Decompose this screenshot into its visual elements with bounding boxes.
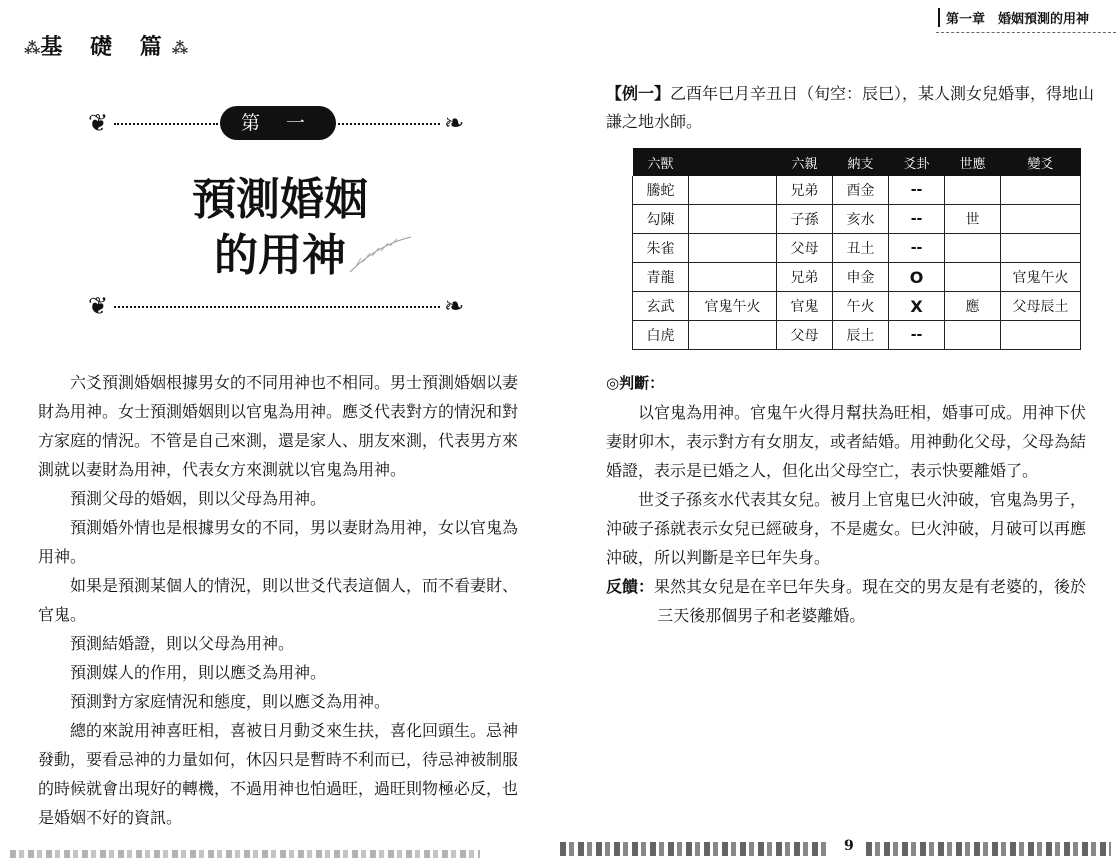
paragraph: 預測對方家庭情況和態度，則以應爻為用神。 [70,692,391,711]
table-cell: 兄弟 [777,176,833,205]
hexagram-table [632,148,1081,350]
header-rule [936,32,1116,33]
table-row [633,263,1081,292]
feedback-text: 果然其女兒是在辛巳年失身。現在交的男友是有老婆的，後於三天後那個男子和老婆離婚。 [654,577,1087,625]
section-label: ⁂基 礎 篇⁂ [24,34,189,60]
table-cell: -- [889,176,945,205]
table-cell: 父母 [777,234,833,263]
table-cell: 父母 [777,321,833,350]
footer-ornament-left [10,848,490,863]
table-cell [1001,176,1081,205]
ornament-icon: ⁂ [24,38,41,58]
paragraph: 預測婚外情也是根據男女的不同，男以妻財為用神，女以官鬼為用神。 [38,518,519,566]
chapter-badge: 第 一 章 [220,106,336,140]
table-cell: 官鬼 [777,292,833,321]
paragraph: 預測媒人的作用，則以應爻為用神。 [70,663,327,682]
table-cell: 辰土 [833,321,889,350]
column-header [689,148,777,176]
scroll-ornament-icon: ❦ [88,109,109,137]
table-cell [1001,321,1081,350]
table-cell [689,176,777,205]
column-header: 六親 [777,148,833,176]
table-cell: 官鬼午火 [689,292,777,321]
dotted-rule [114,306,440,308]
running-header: 第一章 婚姻預測的用神 [938,8,1089,27]
chapter-title-line1: 預測婚姻 [192,174,368,225]
table-cell [945,176,1001,205]
table-cell: 白虎 [633,321,689,350]
example-text: 乙酉年巳月辛丑日（旬空：辰巳），某人測女兒婚事，得地山謙之地水師。 [606,84,1095,131]
example-label: 【例一】 [606,84,671,103]
wave-border-right [866,842,1111,856]
table-row [633,176,1081,205]
dotted-rule [114,123,218,125]
table-cell [1001,234,1081,263]
example-block [606,80,1096,136]
column-header: 爻卦 [889,148,945,176]
table-row [633,205,1081,234]
table-cell [689,234,777,263]
paragraph: 預測結婚證，則以父母為用神。 [70,634,295,653]
paragraph: 預測父母的婚姻，則以父母為用神。 [70,489,327,508]
table-cell: -- [889,205,945,234]
feedback-paragraph [606,572,1092,630]
wave-border-left [560,842,830,856]
column-header: 世應 [945,148,1001,176]
table-cell [689,263,777,292]
table-cell [945,234,1001,263]
table-row [633,234,1081,263]
table-cell: 世 [945,205,1001,234]
table-header-row [633,148,1081,176]
feather-decoration-icon [345,232,415,282]
column-header: 六獸 [633,148,689,176]
scroll-ornament-icon: ❧ [444,109,465,137]
table-cell: -- [889,234,945,263]
dotted-rule [338,123,440,125]
ornament-icon: ⁂ [171,38,189,58]
table-cell: 亥水 [833,205,889,234]
table-cell: 父母辰土 [1001,292,1081,321]
paragraph: 六爻預測婚姻根據男女的不同用神也不相同。男士預測婚姻以妻財為用神。女士預測婚姻則以官鬼為用神。應爻代表對方的情況和對方家庭的情況。不管是自己來測，還是家人、朋友來測，代表男方來測就以妻財為用神，代表女方來測就以官鬼為用神。 [38,373,519,479]
table-cell: -- [889,321,945,350]
table-cell: 應 [945,292,1001,321]
judgement-label: ◎判斷： [606,374,665,392]
paragraph: 世爻子孫亥水代表其女兒。被月上官鬼巳火沖破，官鬼為男子，沖破子孫就表示女兒已經破身，不是處女。巳火沖破，月破可以再應沖破，所以判斷是辛巳年失身。 [606,490,1087,567]
scroll-ornament-icon: ❧ [444,292,465,320]
table-cell: 青龍 [633,263,689,292]
paragraph: 如果是預測某個人的情況，則以世爻代表這個人，而不看妻財、官鬼。 [38,576,519,624]
column-header: 納支 [833,148,889,176]
scroll-ornament-icon: ❦ [88,292,109,320]
table-row [633,292,1081,321]
table-cell: 酉金 [833,176,889,205]
feedback-label: 反饋： [606,577,655,596]
table-cell [945,321,1001,350]
table-cell: 丑土 [833,234,889,263]
table-row [633,321,1081,350]
right-body-text [606,398,1092,630]
table-cell: 兄弟 [777,263,833,292]
paragraph: 以官鬼為用神。官鬼午火得月幫扶為旺相，婚事可成。用神下伏妻財卯木，表示對方有女朋友，或者結婚。用神動化父母，父母為結婚證，表示是已婚之人，但化出父母空亡，表示快要離婚了。 [606,403,1087,480]
chapter-title-line2: 的用神 [214,230,346,281]
table-cell [1001,205,1081,234]
table-cell: X [889,292,945,321]
table-cell: 午火 [833,292,889,321]
table-cell [689,321,777,350]
table-cell: 玄武 [633,292,689,321]
column-header: 變爻 [1001,148,1081,176]
table-cell [689,205,777,234]
table-cell: 騰蛇 [633,176,689,205]
table-cell [945,263,1001,292]
chapter-banner-bottom [88,292,468,322]
table-cell: 官鬼午火 [1001,263,1081,292]
table-cell: 申金 [833,263,889,292]
footer-ornament-right [560,838,1115,860]
paragraph: 總的來說用神喜旺相，喜被日月動爻來生扶，喜化回頭生。忌神發動，要看忌神的力量如何，休囚只是暫時不利而已，待忌神被制服的時候就會出現好的轉機，不過用神也怕過旺，過旺則物極必反，也是婚姻不好的資訊。 [38,721,519,827]
page-number: 9 [844,838,854,854]
table-cell: 子孫 [777,205,833,234]
chapter-banner [88,104,468,168]
table-cell: 朱雀 [633,234,689,263]
table-cell: O [889,263,945,292]
left-body-text [38,368,526,832]
table-cell: 勾陳 [633,205,689,234]
